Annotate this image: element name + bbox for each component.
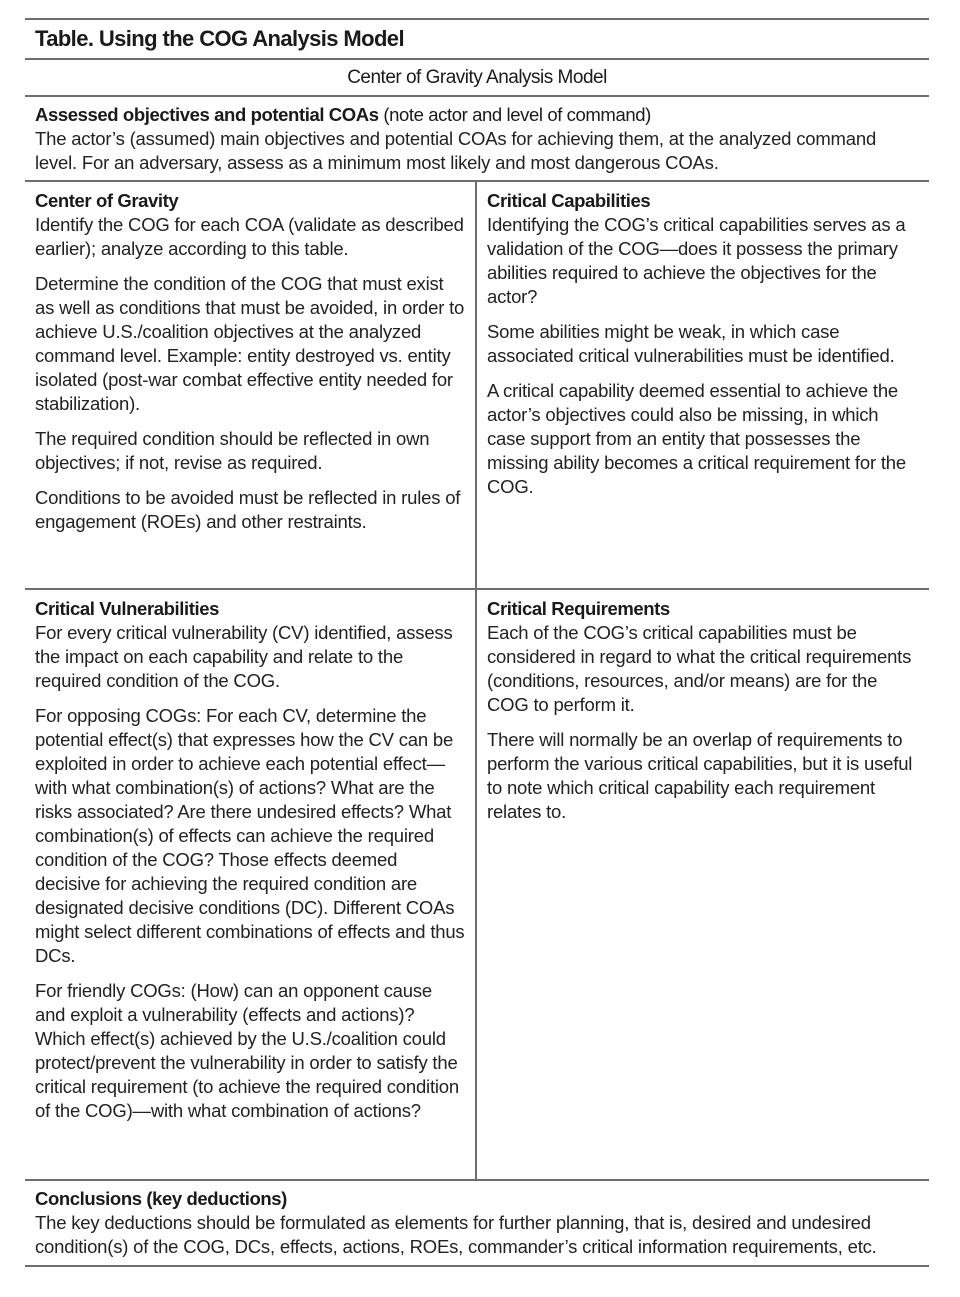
- critical-vulnerabilities-paragraph: For opposing COGs: For each CV, determine the potential effect(s) that expresses how the CV can be exploited in order to achieve each potential effect—with what combination(s) of actions? What are the risks associated? Are there undesired effects? What combination(s) of effects can achieve the required condition of the COG? Those effects deemed decisive for achieving the required condition are designated decisive conditions (DC). Different COAs might select different combinations of effects and thus DCs.: [35, 705, 465, 966]
- objectives-heading-text: Assessed objectives and potential COAs: [35, 104, 379, 125]
- conclusions-heading: Conclusions (key deductions): [35, 1188, 287, 1209]
- conclusions-section: [25, 1181, 929, 1267]
- critical-vulnerabilities-cell: [25, 590, 477, 1179]
- objectives-section: [25, 97, 929, 182]
- cog-analysis-table: [25, 18, 929, 1267]
- objectives-heading: [35, 103, 919, 127]
- critical-requirements-paragraph: Each of the COG’s critical capabilities must be considered in regard to what the critical requirements (conditions, resources, and/or means) are for the COG to perform it.: [487, 622, 912, 715]
- critical-vulnerabilities-heading: Critical Vulnerabilities: [35, 598, 220, 619]
- table-subtitle-row: [25, 60, 929, 97]
- center-of-gravity-paragraph: The required condition should be reflected in own objectives; if not, revise as required.: [35, 428, 430, 473]
- critical-capabilities-cell: [477, 182, 929, 588]
- critical-capabilities-heading: Critical Capabilities: [487, 190, 651, 211]
- critical-capabilities-paragraph: A critical capability deemed essential to achieve the actor’s objectives could also be missing, in which case support from an entity that possesses the missing ability becomes a critical requirement for the COG.: [487, 380, 906, 497]
- critical-requirements-cell: [477, 590, 929, 1179]
- critical-requirements-heading: Critical Requirements: [487, 598, 670, 619]
- critical-vulnerabilities-paragraph: For every critical vulnerability (CV) identified, assess the impact on each capability and relate to the required condition of the COG.: [35, 622, 453, 691]
- critical-capabilities-paragraph: Some abilities might be weak, in which case associated critical vulnerabilities must be identified.: [487, 321, 895, 366]
- objectives-heading-note: (note actor and level of command): [378, 104, 651, 125]
- vulnerabilities-requirements-row: [25, 590, 929, 1181]
- table-subtitle: Center of Gravity Analysis Model: [347, 66, 607, 88]
- cog-capabilities-row: [25, 182, 929, 590]
- critical-capabilities-paragraph: Identifying the COG’s critical capabilities serves as a validation of the COG—does it possess the primary abilities required to achieve the objectives for the actor?: [487, 214, 906, 307]
- center-of-gravity-paragraph: Identify the COG for each COA (validate as described earlier); analyze according to this table.: [35, 214, 464, 259]
- objectives-paragraph: The actor’s (assumed) main objectives and potential COAs for achieving them, at the analyzed command level. For an adversary, assess as a minimum most likely and most dangerous COAs.: [35, 128, 877, 173]
- center-of-gravity-paragraph: Determine the condition of the COG that must exist as well as conditions that must be avoided, in order to achieve U.S./coalition objectives at the analyzed command level. Example: entity destroyed vs. entity isolated (post-war combat effective entity needed for stabilization).: [35, 273, 465, 414]
- center-of-gravity-cell: [25, 182, 477, 588]
- critical-requirements-paragraph: There will normally be an overlap of requirements to perform the various critical capabilities, but it is useful to note which critical capability each requirement relates to.: [487, 729, 913, 822]
- critical-vulnerabilities-paragraph: For friendly COGs: (How) can an opponent cause and exploit a vulnerability (effects and actions)? Which effect(s) achieved by the U.S./coalition could protect/prevent the vulnerability in order to satisfy the critical requirement (to achieve the required condition of the COG)—with what combination of actions?: [35, 980, 459, 1121]
- center-of-gravity-heading: Center of Gravity: [35, 190, 179, 211]
- table-title-row: [25, 20, 929, 60]
- conclusions-paragraph: The key deductions should be formulated as elements for further planning, that is, desired and undesired condition(s) of the COG, DCs, effects, actions, ROEs, commander’s critical information requirements, etc.: [35, 1212, 877, 1257]
- center-of-gravity-paragraph: Conditions to be avoided must be reflected in rules of engagement (ROEs) and other restraints.: [35, 487, 461, 532]
- table-title: Table. Using the COG Analysis Model: [35, 26, 404, 51]
